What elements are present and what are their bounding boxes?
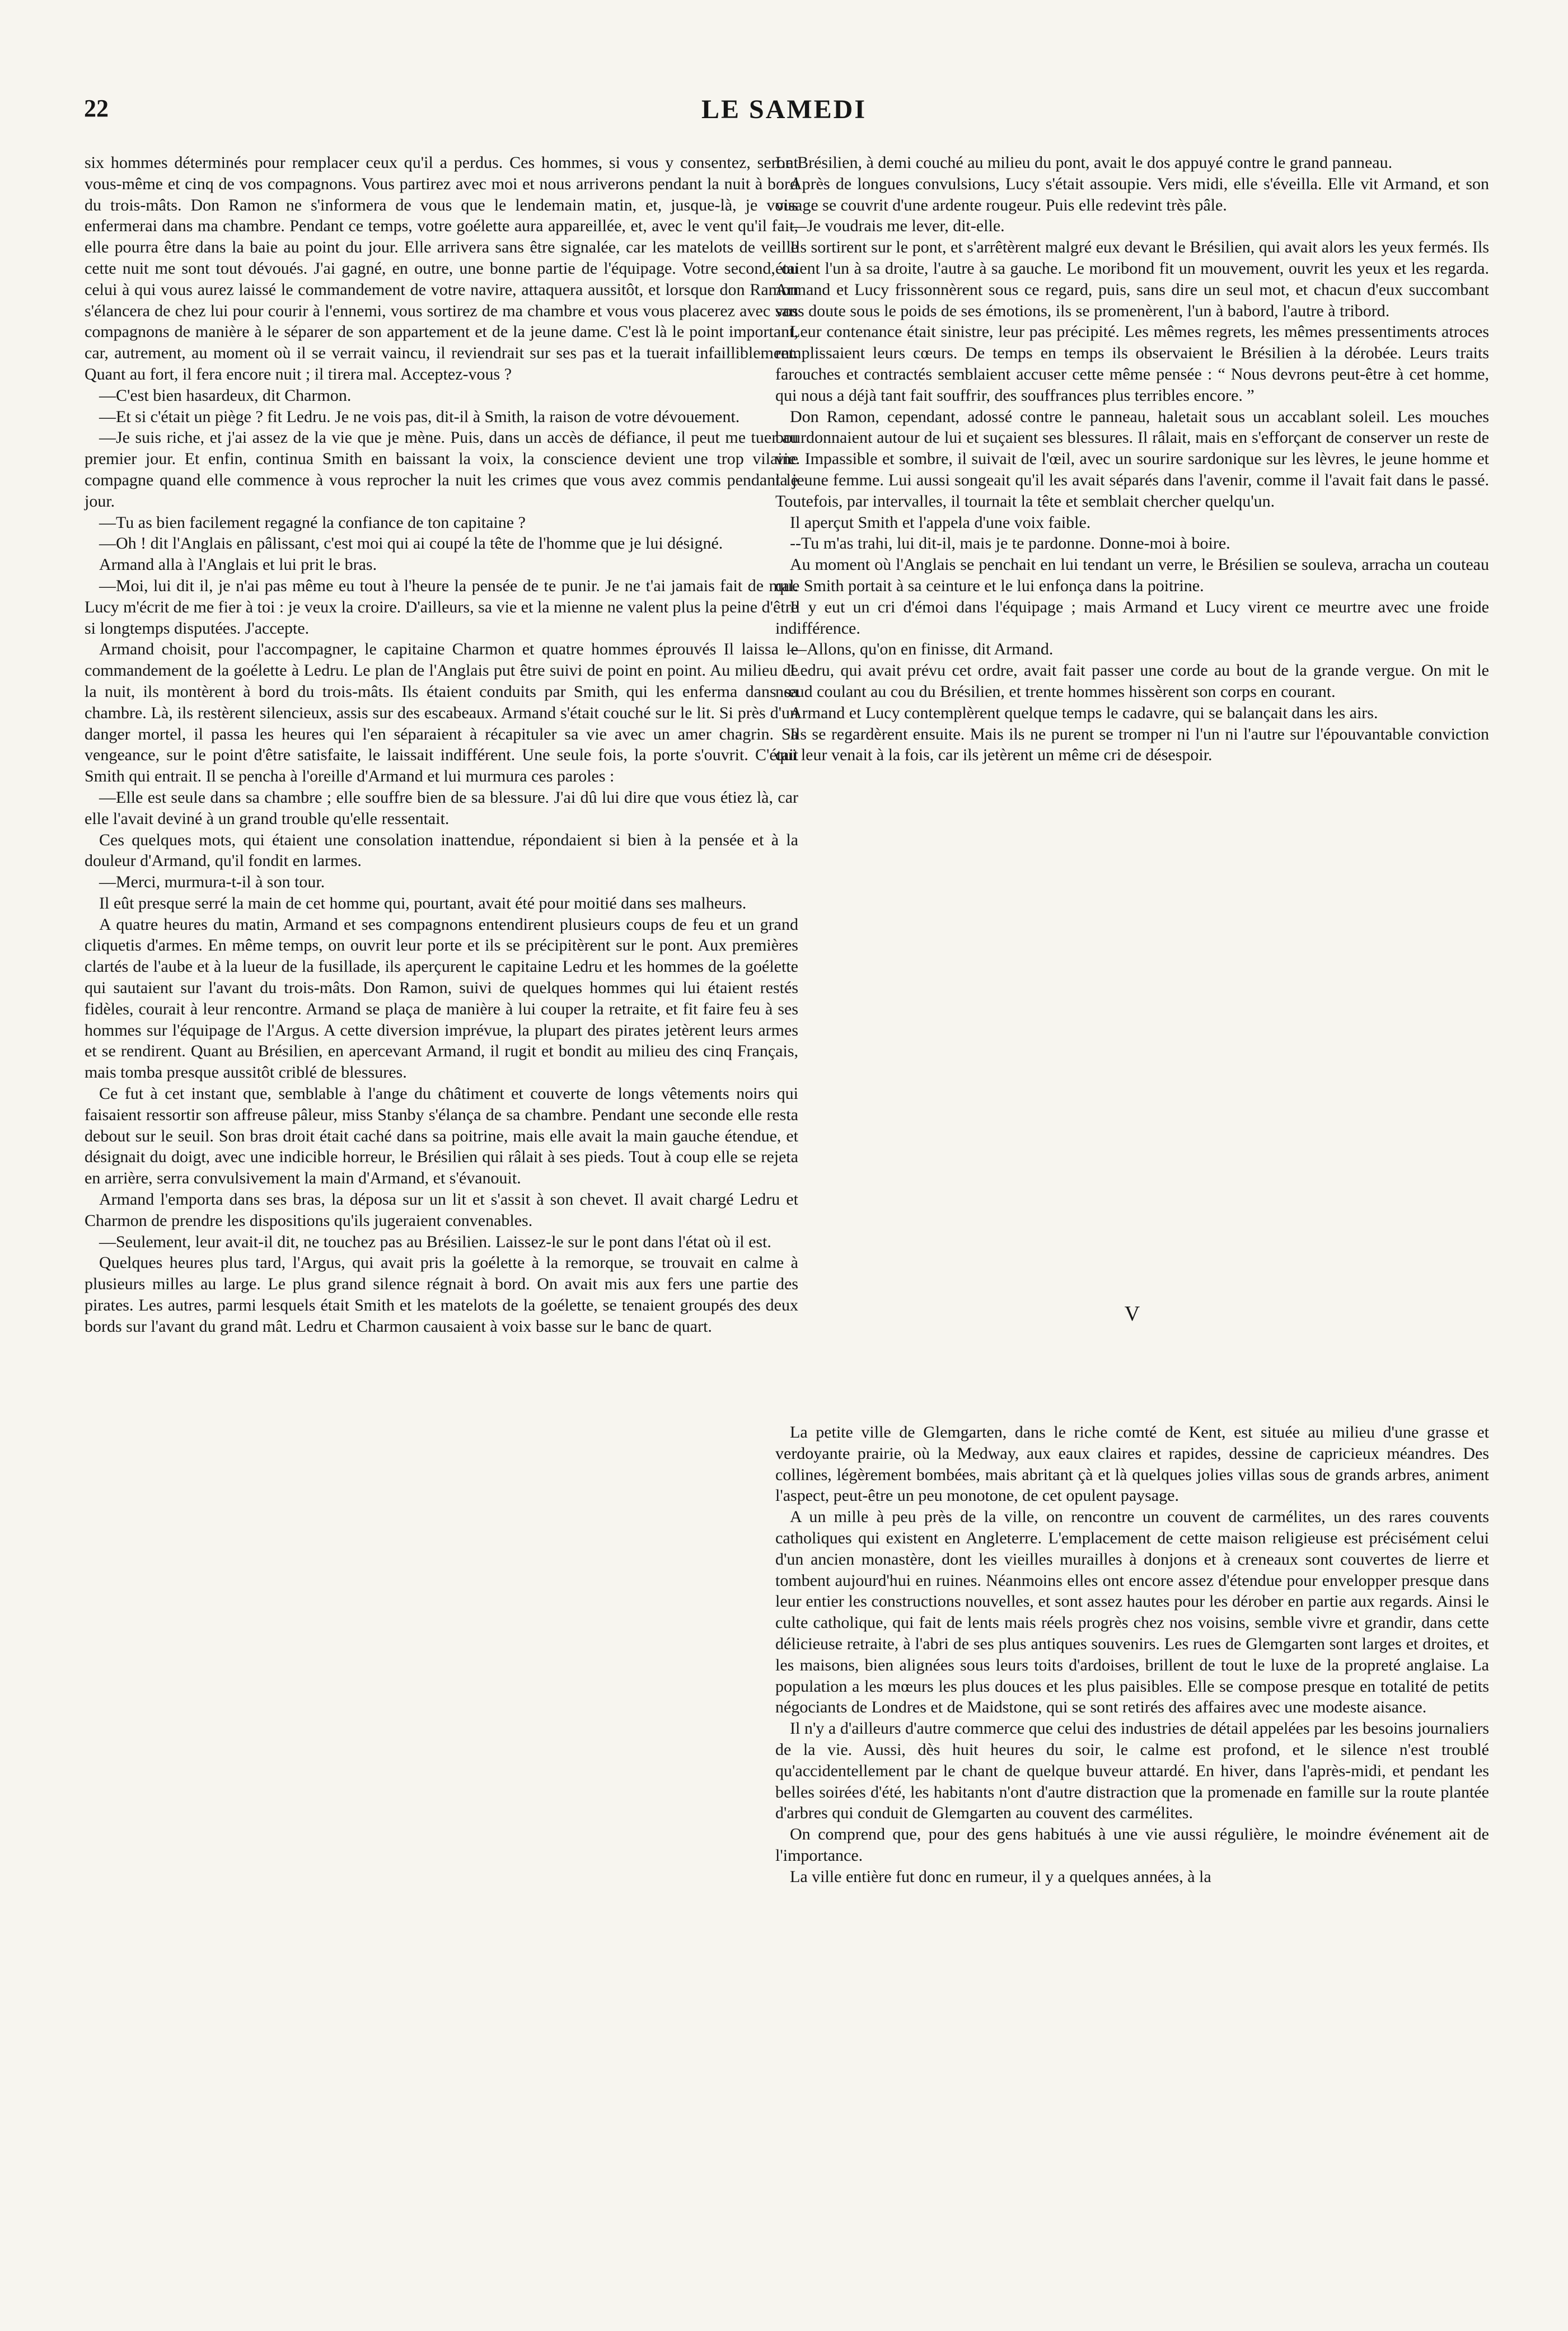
- paragraph: six hommes déterminés pour remplacer ceux qu'il a perdus. Ces hommes, si vous y consentez, seront vous-même et cinq de vos compagnons. Vous partirez avec moi et nous arriverons pendant la nuit à bord du trois-mâts. Don Ramon ne s'informera de vous que le lendemain matin, et, jusque-là, je vous enfermerai dans ma chambre. Pendant ce temps, votre goélette aura appareillée, et, avec le vent qu'il fait, elle pourra être dans la baie au point du jour. Elle arrivera sans être signalée, car les matelots de veille cette nuit me sont tout dévoués. J'ai gagné, en outre, une bonne partie de l'équipage. Votre second, ou celui à qui vous aurez laissé le commandement de votre navire, attaquera aussitôt, et lorsque don Ramon s'élancera de chez lui pour courir à l'ennemi, vous sortirez de ma chambre et vous vous placerez avec vos compagnons de manière à le séparer de son appartement et de la jeune dame. C'est là le point important, car, autrement, au moment où il se verrait vaincu, il reviendrait sur ses pas et la tuerait infailliblement. Quant au fort, il fera encore nuit ; il tirera mal. Acceptez-vous ?: [85, 153, 798, 383]
- paragraph: —Elle est seule dans sa chambre ; elle souffre bien de sa blessure. J'ai dû lui dire que vous étiez là, car elle l'avait deviné à un grand trouble qu'elle ressentait.: [85, 788, 798, 828]
- paragraph: —Tu as bien facilement regagné la confiance de ton capitaine ?: [99, 513, 526, 532]
- paragraph: Armand et Lucy contemplèrent quelque temps le cadavre, qui se balançait dans les airs.: [790, 703, 1378, 722]
- paragraph: —Et si c'était un piège ? fit Ledru. Je ne vois pas, dit-il à Smith, la raison de votre dévouement.: [99, 407, 740, 426]
- paragraph: A quatre heures du matin, Armand et ses compagnons entendirent plusieurs coups de feu et un grand cliquetis d'armes. En même temps, on ouvrit leur porte et ils se précipitèrent sur le pont. Aux premières clartés de l'aube et à la lueur de la fusillade, ils aperçurent le capitaine Ledru et les hommes de la goélette qui sautaient sur l'avant du trois-mâts. Don Ramon, suivi de quelques hommes qui lui étaient restés fidèles, courait à leur rencontre. Armand se plaça de manière à lui couper la retraite, et fit faire feu à ses hommes sur l'équipage de l'Argus. A cette diversion imprévue, la plupart des pirates jetèrent leurs armes et se rendirent. Quant au Brésilien, en apercevant Armand, il rugit et bondit au milieu des cinq Français, mais tomba presque aussitôt criblé de blessures.: [85, 915, 798, 1082]
- paragraph: Il y eut un cri d'émoi dans l'équipage ; mais Armand et Lucy virent ce meurtre avec une froide indifférence.: [775, 597, 1489, 638]
- paragraph: —Allons, qu'on en finisse, dit Armand.: [790, 640, 1054, 659]
- journal-title: LE SAMEDI: [701, 95, 867, 124]
- paragraph: Armand alla à l'Anglais et lui prit le bras.: [99, 555, 377, 574]
- paragraph: A un mille à peu près de la ville, on rencontre un couvent de carmélites, un des rares couvents catholiques qui existent en Angleterre. L'emplacement de cette maison religieuse est précisément celui d'un ancien monastère, dont les vieilles murailles à donjons et à creneaux sont couvertes de lierre et tombent aujourd'hui en ruines. Néanmoins elles ont encore assez d'étendue pour envelopper presque dans leur entier les constructions nouvelles, et sont assez hautes pour les dérober en partie aux regards. Ainsi le culte catholique, qui fait de lents mais réels progrès chez nos voisins, semble vivre et grandir, dans cette délicieuse retraite, à l'abri de ses plus antiques souvenirs. Les rues de Glemgarten sont larges et droites, et les maisons, bien alignées sous leurs toits d'ardoises, brillent de tout le luxe de la propreté anglaise. La population a les mœurs les plus douces et les plus paisibles. Elle se compose presque en totalité de petits négociants de Londres et de Maidstone, qui se sont retirés des affaires avec une modeste aisance.: [775, 1508, 1489, 1717]
- right-column-top: [775, 152, 1489, 766]
- paragraph: Quelques heures plus tard, l'Argus, qui avait pris la goélette à la remorque, se trouvait en calme à plusieurs milles au large. Le plus grand silence régnait à bord. On avait mis aux fers une partie des pirates. Les autres, parmi lesquels était Smith et les matelots de la goélette, se tenaient groupés des deux bords sur l'avant du grand mât. Ledru et Charmon causaient à voix basse sur le banc de quart.: [85, 1253, 798, 1336]
- paragraph: Ces quelques mots, qui étaient une consolation inattendue, répondaient si bien à la pensée et à la douleur d'Armand, qu'il fondit en larmes.: [85, 830, 798, 870]
- paragraph: --Tu m'as trahi, lui dit-il, mais je te pardonne. Donne-moi à boire.: [790, 534, 1230, 553]
- left-column: [85, 152, 798, 1337]
- paragraph: Leur contenance était sinistre, leur pas précipité. Les mêmes regrets, les mêmes pressentiments atroces remplissaient leurs cœurs. De temps en temps ils observaient le Brésilien à la dérobée. Leurs traits farouches et contractés semblaient accuser cette même pensée : “ Nous devrons peut-être à cet homme, qui nous a déjà tant fait souffrir, des souffrances plus terribles encore. ”: [775, 322, 1489, 405]
- right-column-bottom: [775, 1422, 1489, 1888]
- paragraph: Il aperçut Smith et l'appela d'une voix faible.: [790, 513, 1091, 532]
- paragraph: Armand l'emporta dans ses bras, la déposa sur un lit et s'assit à son chevet. Il avait chargé Ledru et Charmon de prendre les dispositions qu'ils jugeraient convenables.: [85, 1190, 798, 1230]
- paragraph: Ils se regardèrent ensuite. Mais ils ne purent se tromper ni l'un ni l'autre sur l'épouvantable conviction qui leur venait à la fois, car ils jetèrent un même cri de désespoir.: [775, 724, 1489, 765]
- paragraph: —Seulement, leur avait-il dit, ne touchez pas au Brésilien. Laissez-le sur le pont dans l'état où il est.: [99, 1232, 771, 1251]
- paragraph: On comprend que, pour des gens habitués à une vie aussi régulière, le moindre événement ait de l'importance.: [775, 1825, 1489, 1865]
- chapter-number: V: [1124, 1302, 1140, 1326]
- paragraph: La ville entière fut donc en rumeur, il y a quelques années, à la: [790, 1867, 1211, 1886]
- paragraph: —C'est bien hasardeux, dit Charmon.: [99, 386, 352, 405]
- paragraph: Le Brésilien, à demi couché au milieu du pont, avait le dos appuyé contre le grand panneau.: [775, 153, 1393, 172]
- paragraph: Il n'y a d'ailleurs d'autre commerce que celui des industries de détail appelées par les besoins journaliers de la vie. Aussi, dès huit heures du soir, le calme est profond, et le silence n'est troublé qu'accidentellement par le chant de quelque buveur attardé. En hiver, dans l'après-midi, et pendant les belles soirées d'été, les habitants n'ont d'autre distraction que la promenade en famille sur la route plantée d'arbres qui conduit de Glemgarten au couvent des carmélites.: [775, 1719, 1489, 1823]
- paragraph: —Oh ! dit l'Anglais en pâlissant, c'est moi qui ai coupé la tête de l'homme que je lui désigné.: [99, 534, 723, 553]
- paragraph: Après de longues convulsions, Lucy s'était assoupie. Vers midi, elle s'éveilla. Elle vit Armand, et son visage se couvrit d'une ardente rougeur. Puis elle redevint très pâle.: [775, 174, 1489, 214]
- paragraph: Armand choisit, pour l'accompagner, le capitaine Charmon et quatre hommes éprouvés Il laissa le commandement de la goélette à Ledru. Le plan de l'Anglais put être suivi de point en point. Au milieu de la nuit, ils montèrent à bord du trois-mâts. Ils étaient conduits par Smith, qui les enferma dans sa chambre. Là, ils restèrent silencieux, assis sur des escabeaux. Armand s'était couché sur le lit. Si près d'un danger mortel, il passa les heures qui l'en séparaient à récapituler sa vie avec un amer chagrin. Sa vengeance, sur le point d'être satisfaite, le laissait indifférent. Une seule fois, la porte s'ouvrit. C'était Smith qui entrait. Il se pencha à l'oreille d'Armand et lui murmura ces paroles :: [85, 640, 798, 786]
- page-number: 22: [84, 95, 109, 122]
- paragraph: —Je voudrais me lever, dit-elle.: [790, 217, 1005, 236]
- paragraph: Ledru, qui avait prévu cet ordre, avait fait passer une corde au bout de la grande vergue. On mit le nœud coulant au cou du Brésilien, et trente hommes hissèrent son corps en courant.: [775, 661, 1489, 701]
- paragraph: Au moment où l'Anglais se penchait en lui tendant un verre, le Brésilien se souleva, arracha un couteau que Smith portait à sa ceinture et le lui enfonça dans la poitrine.: [775, 555, 1489, 595]
- paragraph: La petite ville de Glemgarten, dans le riche comté de Kent, est située au milieu d'une grasse et verdoyante prairie, où la Medway, aux eaux claires et rapides, dessine de capricieux méandres. Des collines, légèrement bombées, mais abritant çà et là quelques jolies villas sous de grands arbres, animent l'aspect, peut-être un peu monotone, de cet opulent paysage.: [775, 1423, 1489, 1505]
- paragraph: Don Ramon, cependant, adossé contre le panneau, haletait sous un accablant soleil. Les mouches bourdonnaient autour de lui et suçaient ses blessures. Il râlait, mais en s'efforçant de conserver un reste de vie. Impassible et sombre, il suivait de l'œil, avec un sourire sardonique sur les lèvres, le jeune homme et la jeune femme. Lui aussi songeait qu'il les avait séparés dans l'avenir, comme il l'avait fait dans le passé. Toutefois, par intervalles, il tournait la tête et semblait chercher quelqu'un.: [775, 407, 1489, 511]
- paragraph: Il eût presque serré la main de cet homme qui, pourtant, avait été pour moitié dans ses malheurs.: [99, 893, 747, 912]
- paragraph: Ce fut à cet instant que, semblable à l'ange du châtiment et couverte de longs vêtements noirs qui faisaient ressortir son affreuse pâleur, miss Stanby s'élança de sa chambre. Pendant une seconde elle resta debout sur le seuil. Son bras droit était caché dans sa poitrine, mais elle avait la main gauche étendue, et désignait du doigt, avec une indicible horreur, le Brésilien qui râlait à ses pieds. Tout à coup elle se rejeta en arrière, serra convulsivement la main d'Armand, et s'évanouit.: [85, 1084, 798, 1188]
- paragraph: —Merci, murmura-t-il à son tour.: [99, 873, 325, 892]
- paragraph: Ils sortirent sur le pont, et s'arrêtèrent malgré eux devant le Brésilien, qui avait alors les yeux fermés. Ils étaient l'un à sa droite, l'autre à sa gauche. Le moribond fit un mouvement, ouvrit les yeux et les regarda. Armand et Lucy frissonnèrent sous ce regard, puis, sans dire un seul mot, et chacun d'eux succombant sans doute sous le poids de ses émotions, ils se promenèrent, l'un à babord, l'autre à tribord.: [775, 238, 1489, 320]
- paragraph: —Je suis riche, et j'ai assez de la vie que je mène. Puis, dans un accès de défiance, il peut me tuer au premier jour. Et enfin, continua Smith en baissant la voix, la conscience devient une trop vilaine compagne quand elle commence à vous reprocher la nuit les crimes que vous avez commis pendant le jour.: [85, 428, 798, 511]
- paragraph: —Moi, lui dit il, je n'ai pas même eu tout à l'heure la pensée de te punir. Je ne t'ai jamais fait de mal. Lucy m'écrit de me fier à toi : je veux la croire. D'ailleurs, sa vie et la mienne ne valent plus la peine d'être si longtemps disputées. J'accepte.: [85, 576, 798, 638]
- page-header: [84, 94, 1484, 133]
